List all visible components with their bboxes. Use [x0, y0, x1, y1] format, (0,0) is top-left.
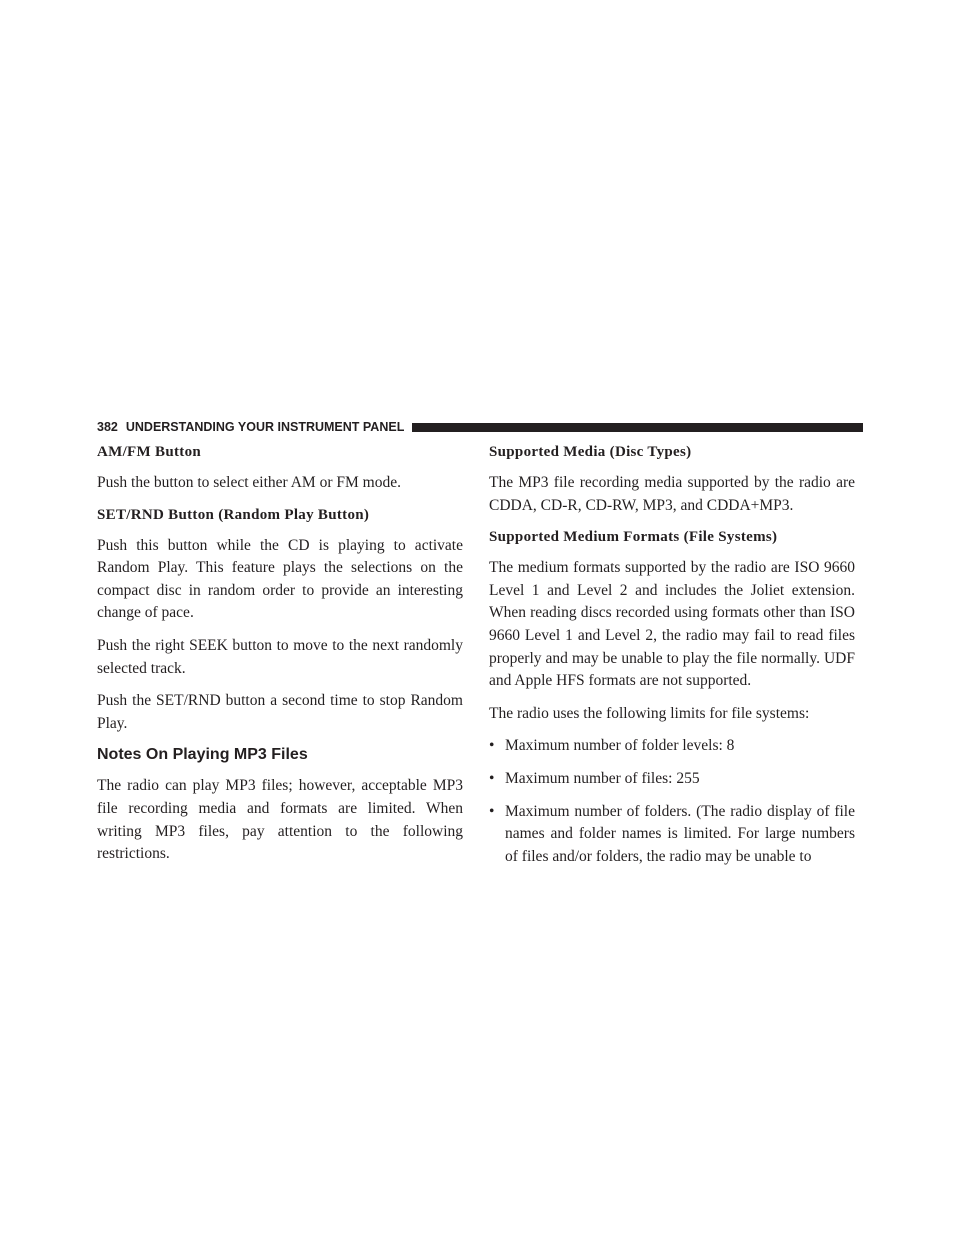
amfm-text: Push the button to select either AM or FM mode. — [97, 474, 401, 491]
list-item — [489, 735, 855, 758]
page-header — [97, 419, 863, 435]
page-number: 382 — [97, 420, 118, 434]
amfm-heading: AM/FM Button — [97, 444, 202, 460]
limits-list — [489, 735, 855, 868]
right-column — [489, 442, 855, 878]
media-text: The MP3 file recording media supported by the radio are CDDA, CD-R, CD-RW, MP3, and CDDA+MP3. — [489, 474, 855, 514]
section-title: UNDERSTANDING YOUR INSTRUMENT PANEL — [125, 420, 405, 434]
formats-text: The medium formats supported by the radio are ISO 9660 Level 1 and Level 2 and includes the Joliet extension. When reading discs recorded using formats other than ISO 9660 Level 1 and Level 2, the radio may fail to read files properly and may be unable to play the file normally. UDF and Apple HFS formats are not supported. — [489, 559, 855, 690]
mp3-heading: Notes On Playing MP3 Files — [97, 746, 308, 764]
list-item-text: Maximum number of folder levels: 8 — [505, 737, 735, 755]
mp3-text: The radio can play MP3 files; however, acceptable MP3 file recording media and formats are limited. When writing MP3 files, pay attention to the following restrictions. — [97, 777, 463, 863]
bullet-icon: • — [489, 802, 495, 820]
media-heading: Supported Media (Disc Types) — [489, 444, 692, 460]
formats-heading: Supported Medium Formats (File Systems) — [489, 529, 778, 546]
list-item-text: Maximum number of folders. (The radio display of file names and folder names is limited. For large numbers of files and/or folders, the radio may be unable to — [505, 802, 855, 865]
bullet-icon: • — [489, 737, 495, 755]
bullet-icon: • — [489, 769, 495, 787]
setrnd-heading: SET/RND Button (Random Play Button) — [97, 506, 370, 523]
left-column — [97, 442, 463, 876]
list-item-text: Maximum number of files: 255 — [505, 769, 700, 787]
list-item — [489, 768, 855, 791]
header-rule — [412, 423, 863, 432]
setrnd-paragraph-2: Push the right SEEK button to move to the next randomly selected track. — [97, 636, 463, 677]
setrnd-paragraph-1: Push this button while the CD is playing to activate Random Play. This feature plays the selections on the compact disc in random order to provide an interesting change of pace. — [97, 536, 463, 622]
list-item — [489, 801, 855, 869]
limits-intro: The radio uses the following limits for file systems: — [489, 704, 810, 722]
setrnd-paragraph-3: Push the SET/RND button a second time to stop Random Play. — [97, 692, 463, 732]
